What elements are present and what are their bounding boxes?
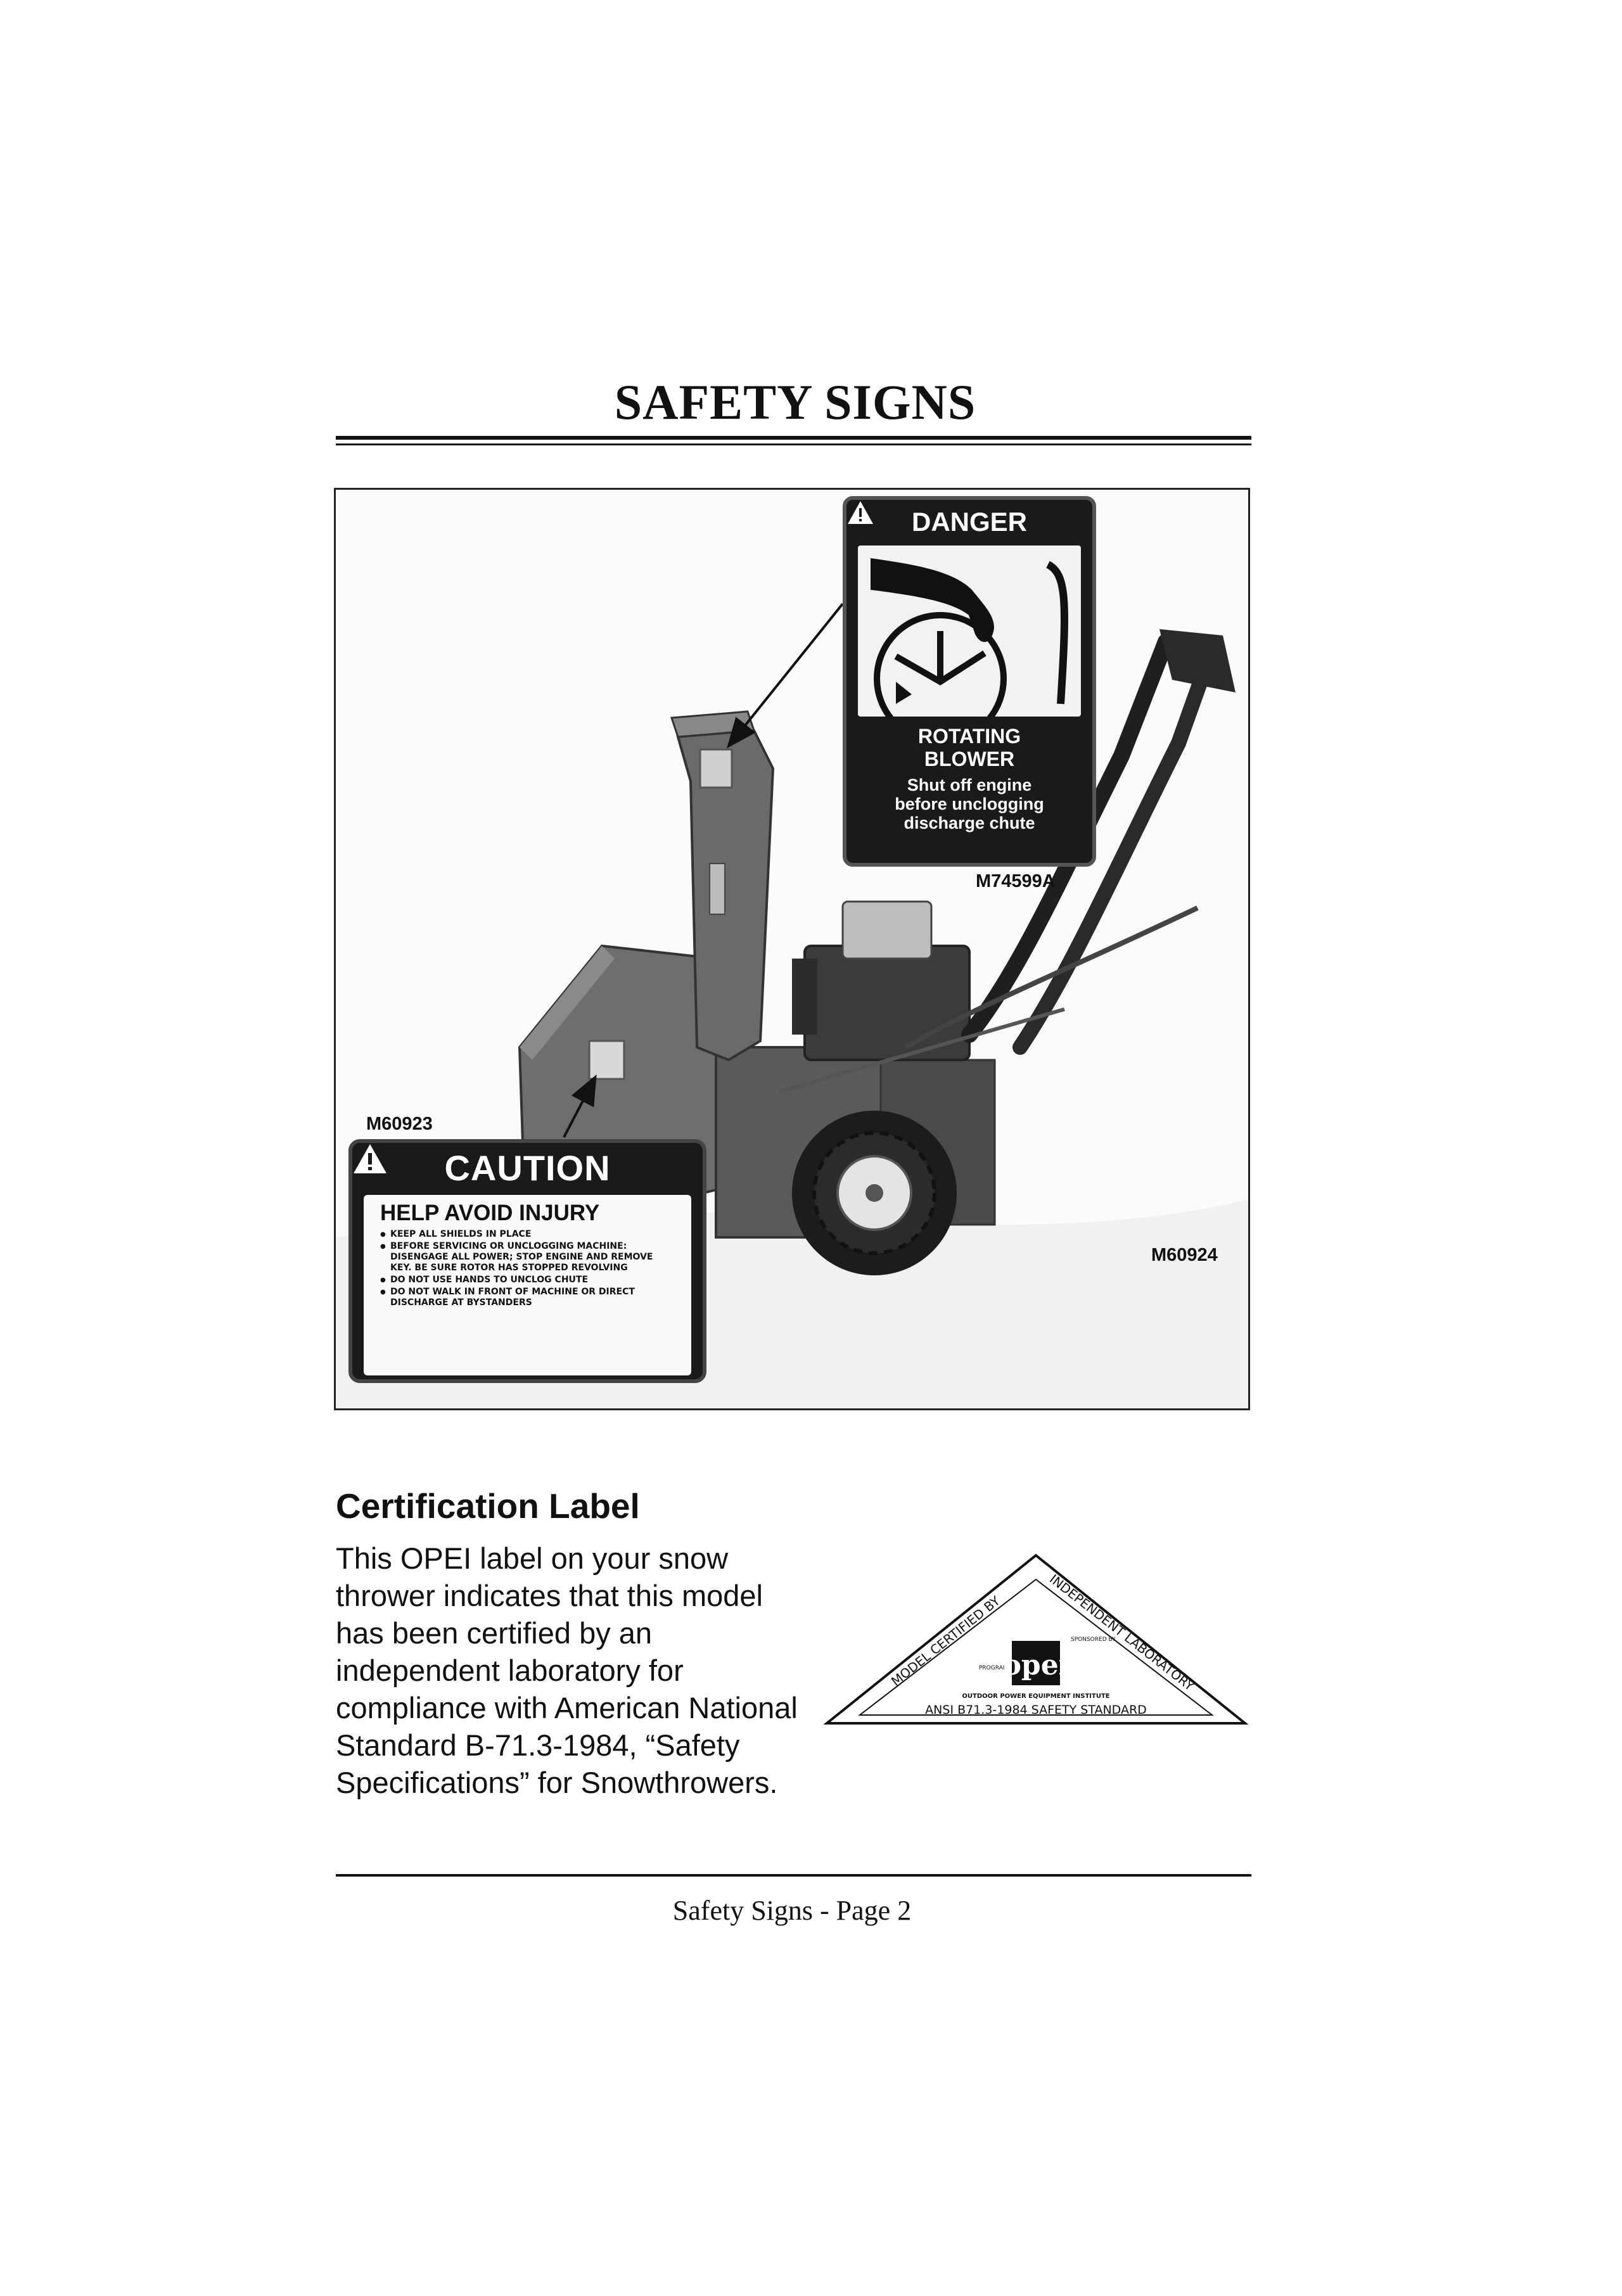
danger-header-text: DANGER [911,507,1027,537]
caution-item: ● DO NOT WALK IN FRONT OF MACHINE OR DIRECT DISCHARGE AT BYSTANDERS [380,1287,675,1308]
caution-decal [348,1139,706,1383]
rotating-blower-pictogram [858,545,1081,717]
opei-logo-text: opei [1002,1649,1070,1681]
opei-right-edge-path: INDEPENDENT LABORATORY [1047,1571,1197,1694]
snow-thrower-figure [334,488,1250,1410]
caution-header-text: CAUTION [444,1147,611,1188]
danger-hazard-line-2: BLOWER [924,748,1015,770]
caution-item: ● DO NOT USE HANDS TO UNCLOG CHUTE [380,1275,675,1285]
caution-decal-location [589,1041,624,1079]
danger-part-number: M74599A [976,871,1056,891]
opei-certification-label [821,1549,1251,1739]
danger-instruction-line-2: before unclogging [895,794,1044,813]
certification-body: This OPEI label on your snow thrower indicates that this model has been certified by an independent laboratory for compliance with American National Standard B-71.3-1984, “Safety Specifications” for Snowthrowers. [336,1541,798,1799]
caution-item: ● BEFORE SERVICING OR UNCLOGGING MACHINE: DISENGAGE ALL POWER; STOP ENGINE AND REMOVE KEY. BE SURE ROTOR HAS STOPPED REVOLVING [380,1241,675,1273]
page-footer: Safety Signs - Page 2 [672,1895,912,1926]
danger-decal [843,496,1096,867]
hand-blower-hazard-icon [858,545,1081,717]
opei-sponsored-text: SPONSORED BY [1071,1636,1116,1643]
opei-institute-text: OUTDOOR POWER EQUIPMENT INSTITUTE [962,1693,1110,1700]
opei-program-text: PROGRAM [979,1665,1008,1671]
warning-triangle-icon [846,500,874,525]
danger-decal-location [700,749,732,788]
opei-standard-text: ANSI B71.3-1984 SAFETY STANDARD [925,1703,1147,1717]
danger-instruction-line-1: Shut off engine [907,775,1032,794]
opei-left-edge-path: MODEL CERTIFIED BY [888,1593,1003,1689]
warning-triangle-icon [352,1143,388,1175]
caution-part-number: M60923 [366,1114,433,1134]
caution-item: ● KEEP ALL SHIELDS IN PLACE [380,1229,675,1240]
danger-message [846,725,1092,832]
danger-hazard-line-1: ROTATING [917,725,1021,748]
danger-instruction-line-3: discharge chute [904,813,1035,832]
footer-rule [336,1874,1251,1877]
caution-body [364,1195,691,1375]
caution-subheader: HELP AVOID INJURY [380,1201,600,1225]
caution-header [352,1143,703,1192]
page-title: SAFETY SIGNS [614,374,976,430]
title-rule-bottom [336,443,1251,445]
danger-header [846,500,1092,544]
certification-heading: Certification Label [336,1486,640,1526]
title-rule-top [336,436,1251,440]
machine-part-number: M60924 [1151,1245,1218,1265]
caution-list [380,1229,675,1308]
